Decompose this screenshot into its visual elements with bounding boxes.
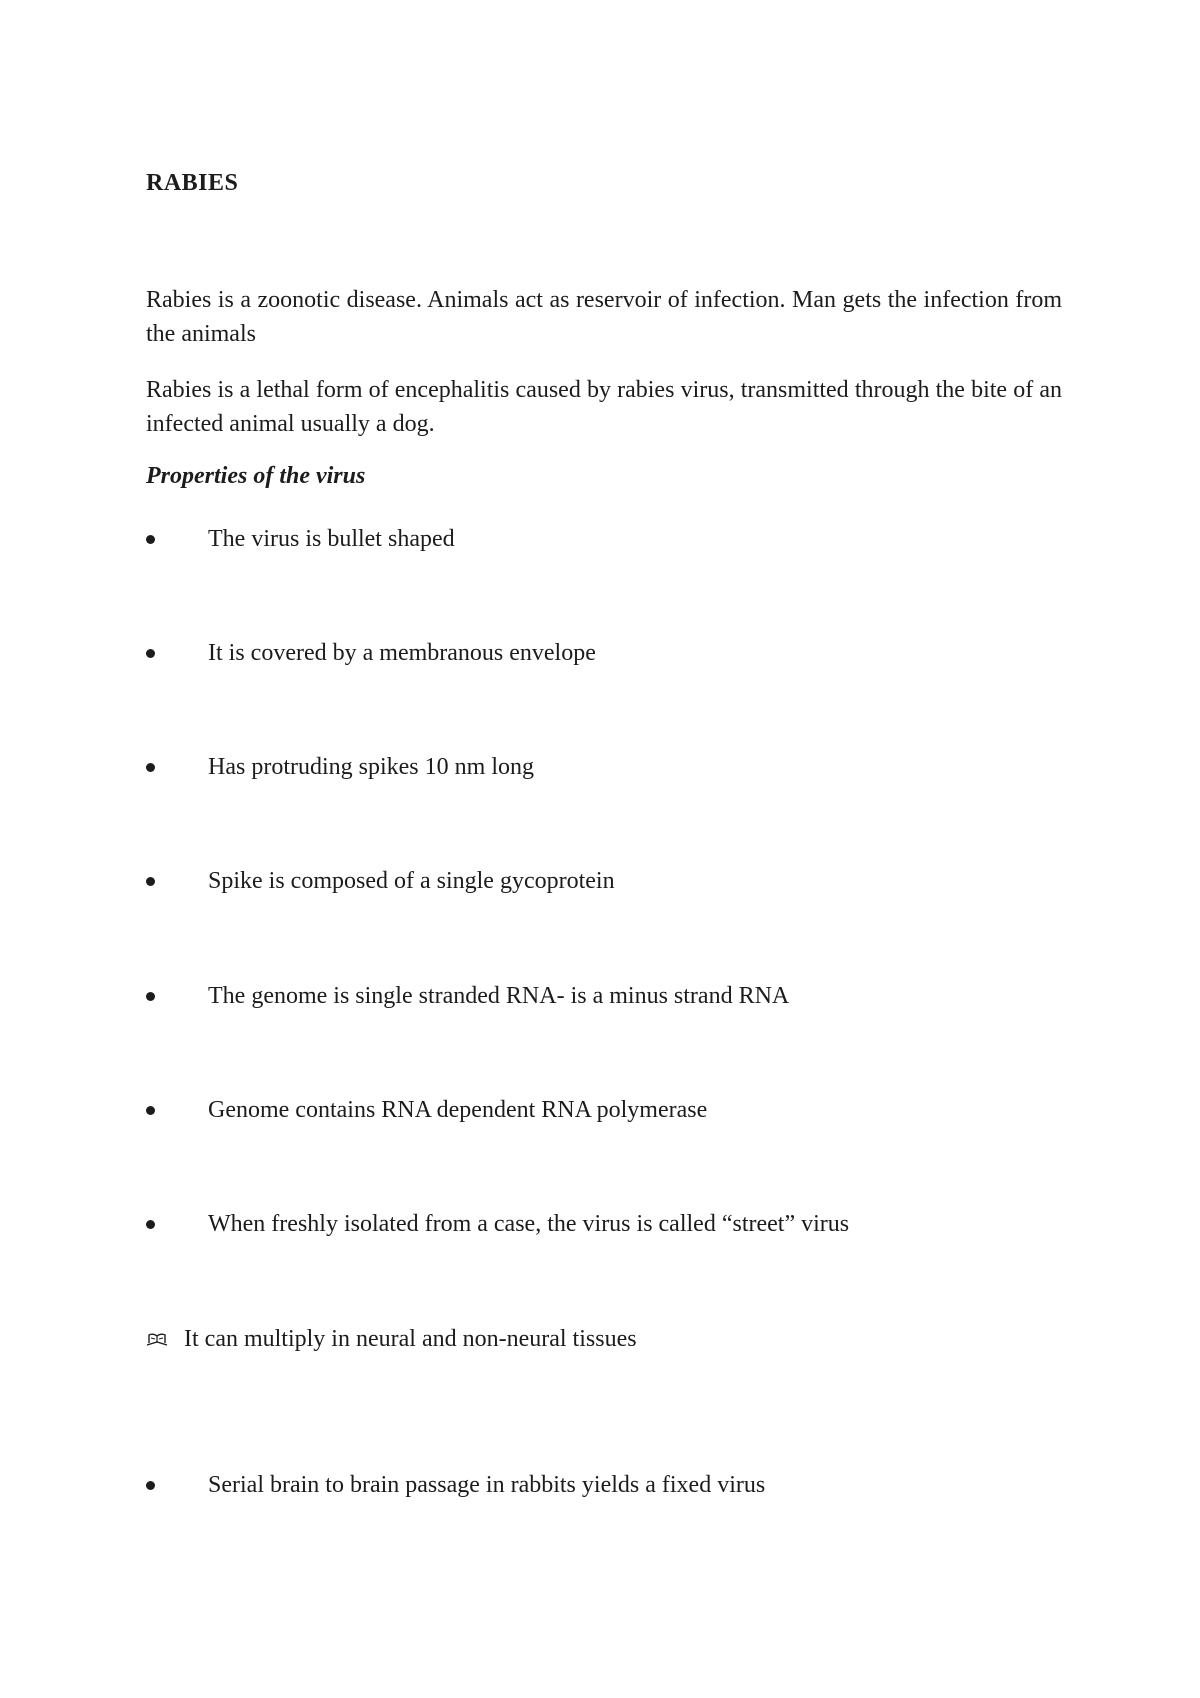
bullet-icon	[146, 1481, 155, 1490]
list-item	[146, 1468, 1062, 1502]
list-item	[146, 750, 1062, 784]
bullet-icon	[146, 535, 155, 544]
list-item	[146, 636, 1062, 670]
bullet-icon	[146, 992, 155, 1001]
list-item	[146, 1093, 1062, 1127]
bullet-icon	[146, 877, 155, 886]
list-item-text: Genome contains RNA dependent RNA polymerase	[208, 1097, 708, 1123]
list-item	[146, 1207, 1062, 1241]
list-item-text: When freshly isolated from a case, the virus is called “street” virus	[208, 1211, 850, 1237]
bullet-icon	[146, 649, 155, 658]
list-item-text: Serial brain to brain passage in rabbits yields a fixed virus	[208, 1472, 766, 1498]
bullet-icon	[146, 1106, 155, 1115]
list-item-odd-symbol	[146, 1322, 1062, 1356]
list-item	[146, 522, 1062, 556]
list-item-text: Has protruding spikes 10 nm long	[208, 754, 534, 780]
book-icon	[146, 1331, 168, 1347]
definition-paragraph: Rabies is a lethal form of encephalitis caused by rabies virus, transmitted through the bite of an infected animal usually a dog.	[146, 377, 1062, 437]
list-item	[146, 864, 1062, 898]
list-item-text: The genome is single stranded RNA- is a minus strand RNA	[208, 983, 790, 1009]
list-item-text: The virus is bullet shaped	[208, 526, 455, 552]
list-item-text: It is covered by a membranous envelope	[208, 640, 596, 666]
intro-paragraph: Rabies is a zoonotic disease. Animals act as reservoir of infection. Man gets the infection from the animals	[146, 287, 1062, 347]
section-subheading: Properties of the virus	[146, 463, 366, 489]
list-item-text: It can multiply in neural and non-neural tissues	[184, 1326, 637, 1352]
bullet-icon	[146, 763, 155, 772]
document-title: RABIES	[146, 170, 239, 196]
list-item	[146, 979, 1062, 1013]
list-item-text: Spike is composed of a single gycoprotein	[208, 868, 615, 894]
bullet-icon	[146, 1220, 155, 1229]
